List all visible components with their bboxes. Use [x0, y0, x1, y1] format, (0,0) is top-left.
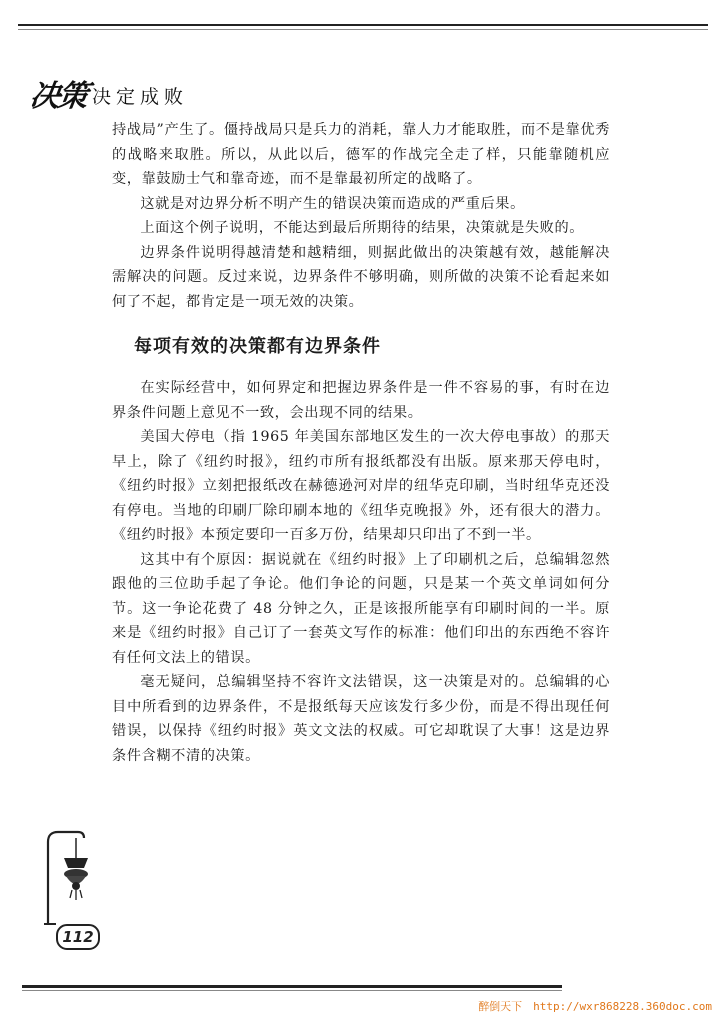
body-paragraph: 毫无疑问，总编辑坚持不容许文法错误，这一决策是对的。总编辑的心目中所看到的边界条件，不是报纸每天应该发行多少份，而是不得出现任何错误，以保持《纽约时报》英文文法的权威。可它却耽误了大事！这是边界条件含糊不清的决策。 — [112, 674, 610, 764]
body-paragraph: 这就是对边界分析不明产生的错误决策而造成的严重后果。 — [140, 195, 525, 212]
body-paragraph: 这其中有个原因：据说就在《纽约时报》上了印刷机之后，总编辑忽然跟他的三位助手起了争论。他们争论的问题，只是某一个英文单词如何分节。这一争论花费了 48 分钟之久，正是该报所能享有印刷时间的一半。原来是《纽约时报》自己订了一套英文写作的标准：他们印出的东西绝不容许有任何文法上的错误。 — [112, 551, 610, 666]
running-header — [27, 62, 189, 114]
bottom-rule — [22, 985, 562, 988]
section-heading: 每项有效的决策都有边界条件 — [134, 336, 381, 357]
body-paragraph: 持战局”产生了。僵持战局只是兵力的消耗，靠人力才能取胜，而不是靠优秀的战略来取胜。所以，从此以后，德军的作战完全走了样，只能靠随机应变，靠鼓励士气和靠奇迹，而不是靠最初所定的战略了。 — [112, 122, 610, 187]
page-number: 112 — [56, 924, 100, 950]
body-paragraph: 上面这个例子说明，不能达到最后所期待的结果，决策就是失败的。 — [140, 220, 585, 236]
body-paragraph: 在实际经营中，如何界定和把握边界条件是一件不容易的事，有时在边界条件问题上意见不一致，会出现不同的结果。 — [112, 380, 610, 421]
body-paragraph: 美国大停电（指 1965 年美国东部地区发生的一次大停电事故）的那天早上，除了《纽约时报》，纽约市所有报纸都没有出版。原来那天停电时，《纽约时报》立刻把报纸改在赫德逊河对岸的纽华克印刷，当时纽华克还没有停电。当地的印刷厂除印刷本地的《纽华克晚报》外，还有很大的潜力。《纽约时报》本预定要印一百多万份，结果却只印出了不到一半。 — [112, 429, 610, 543]
page-body — [112, 118, 610, 768]
watermark: 醉倒天下 http://wxr868228.360doc.com — [478, 1000, 712, 1013]
header-subtitle: 决定成败 — [92, 86, 189, 108]
header-logo: 决策 — [27, 79, 89, 114]
bottom-rule-thin — [22, 990, 562, 991]
top-rule — [18, 24, 708, 26]
hanging-lamp-icon — [42, 828, 102, 928]
body-paragraph: 边界条件说明得越清楚和越精细，则据此做出的决策越有效，越能解决需解决的问题。反过来说，边界条件不够明确，则所做的决策不论看起来如何了不起，都肯定是一项无效的决策。 — [112, 244, 610, 310]
top-rule-thin — [18, 29, 708, 30]
